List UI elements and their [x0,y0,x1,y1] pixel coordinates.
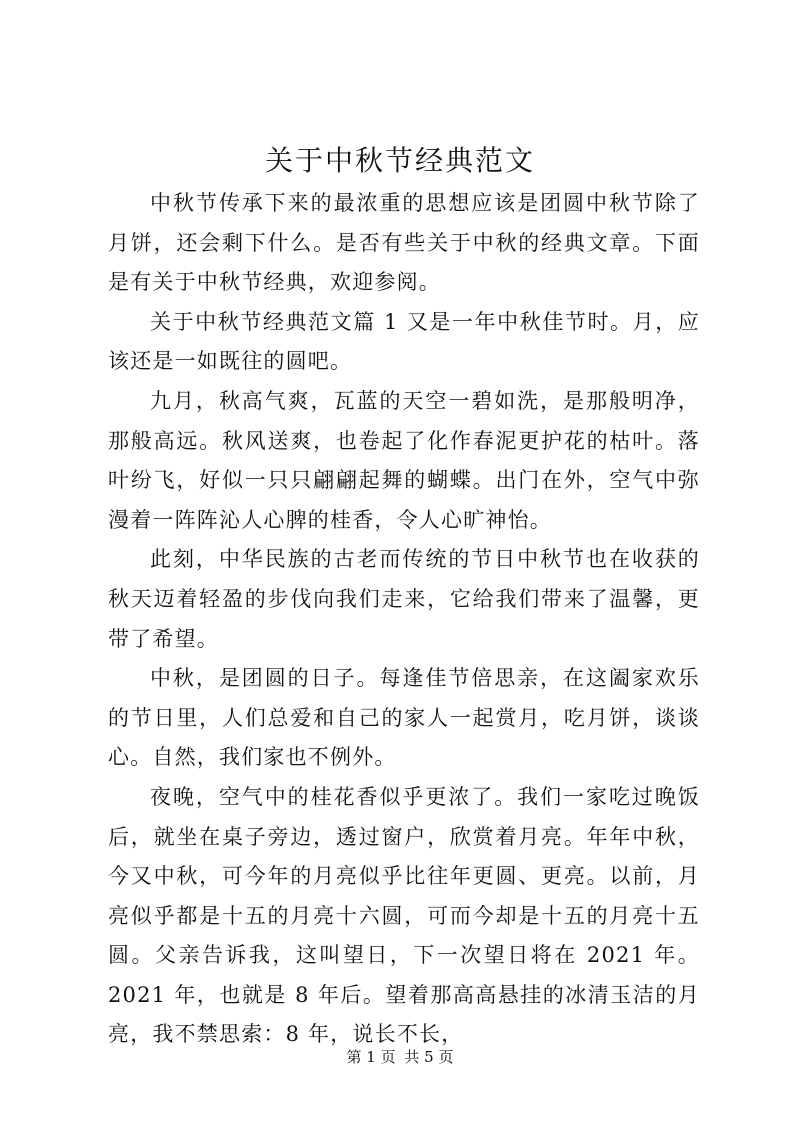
paragraph: 夜晚，空气中的桂花香似乎更浓了。我们一家吃过晚饭后，就坐在桌子旁边，透过窗户，欣赏着月亮。年年中秋，今又中秋，可今年的月亮似乎比往年更圆、更亮。以前，月亮似乎都是十五的月亮十六圆，可而今却是十五的月亮十五圆。父亲告诉我，这叫望日，下一次望日将在 2021 年。2021 年，也就是 8 年后。望着那高高悬挂的冰清玉洁的月亮，我不禁思索：8 年，说长不长， [108,784,700,1047]
page-number: 第 1 页 [346,1048,396,1066]
paragraph: 中秋，是团圆的日子。每逢佳节倍思亲，在这阖家欢乐的节日里，人们总爱和自己的家人一起赏月，吃月饼，谈谈心。自然，我们家也不例外。 [108,666,700,770]
document-title: 关于中秋节经典范文 [264,144,535,177]
paragraph: 此刻，中华民族的古老而传统的节日中秋节也在收获的秋天迈着轻盈的步伐向我们走来，它给我们带来了温馨，更带了希望。 [108,547,700,651]
paragraph: 九月，秋高气爽，瓦蓝的天空一碧如洗，是那般明净，那般高远。秋风送爽，也卷起了化作春泥更护花的枯叶。落叶纷飞，好似一只只翩翩起舞的蝴蝶。出门在外，空气中弥漫着一阵阵沁人心脾的桂香，令人心旷神怡。 [108,388,700,532]
paragraph: 关于中秋节经典范文篇 1 又是一年中秋佳节时。月，应该还是一如既往的圆吧。 [108,309,700,374]
paragraph: 中秋节传承下来的最浓重的思想应该是团圆中秋节除了月饼，还会剩下什么。是否有些关于中秋的经典文章。下面是有关于中秋节经典，欢迎参阅。 [108,191,700,295]
page-total: 共 5 页 [404,1048,454,1066]
page-footer [0,1047,800,1067]
document-body [108,184,700,1055]
